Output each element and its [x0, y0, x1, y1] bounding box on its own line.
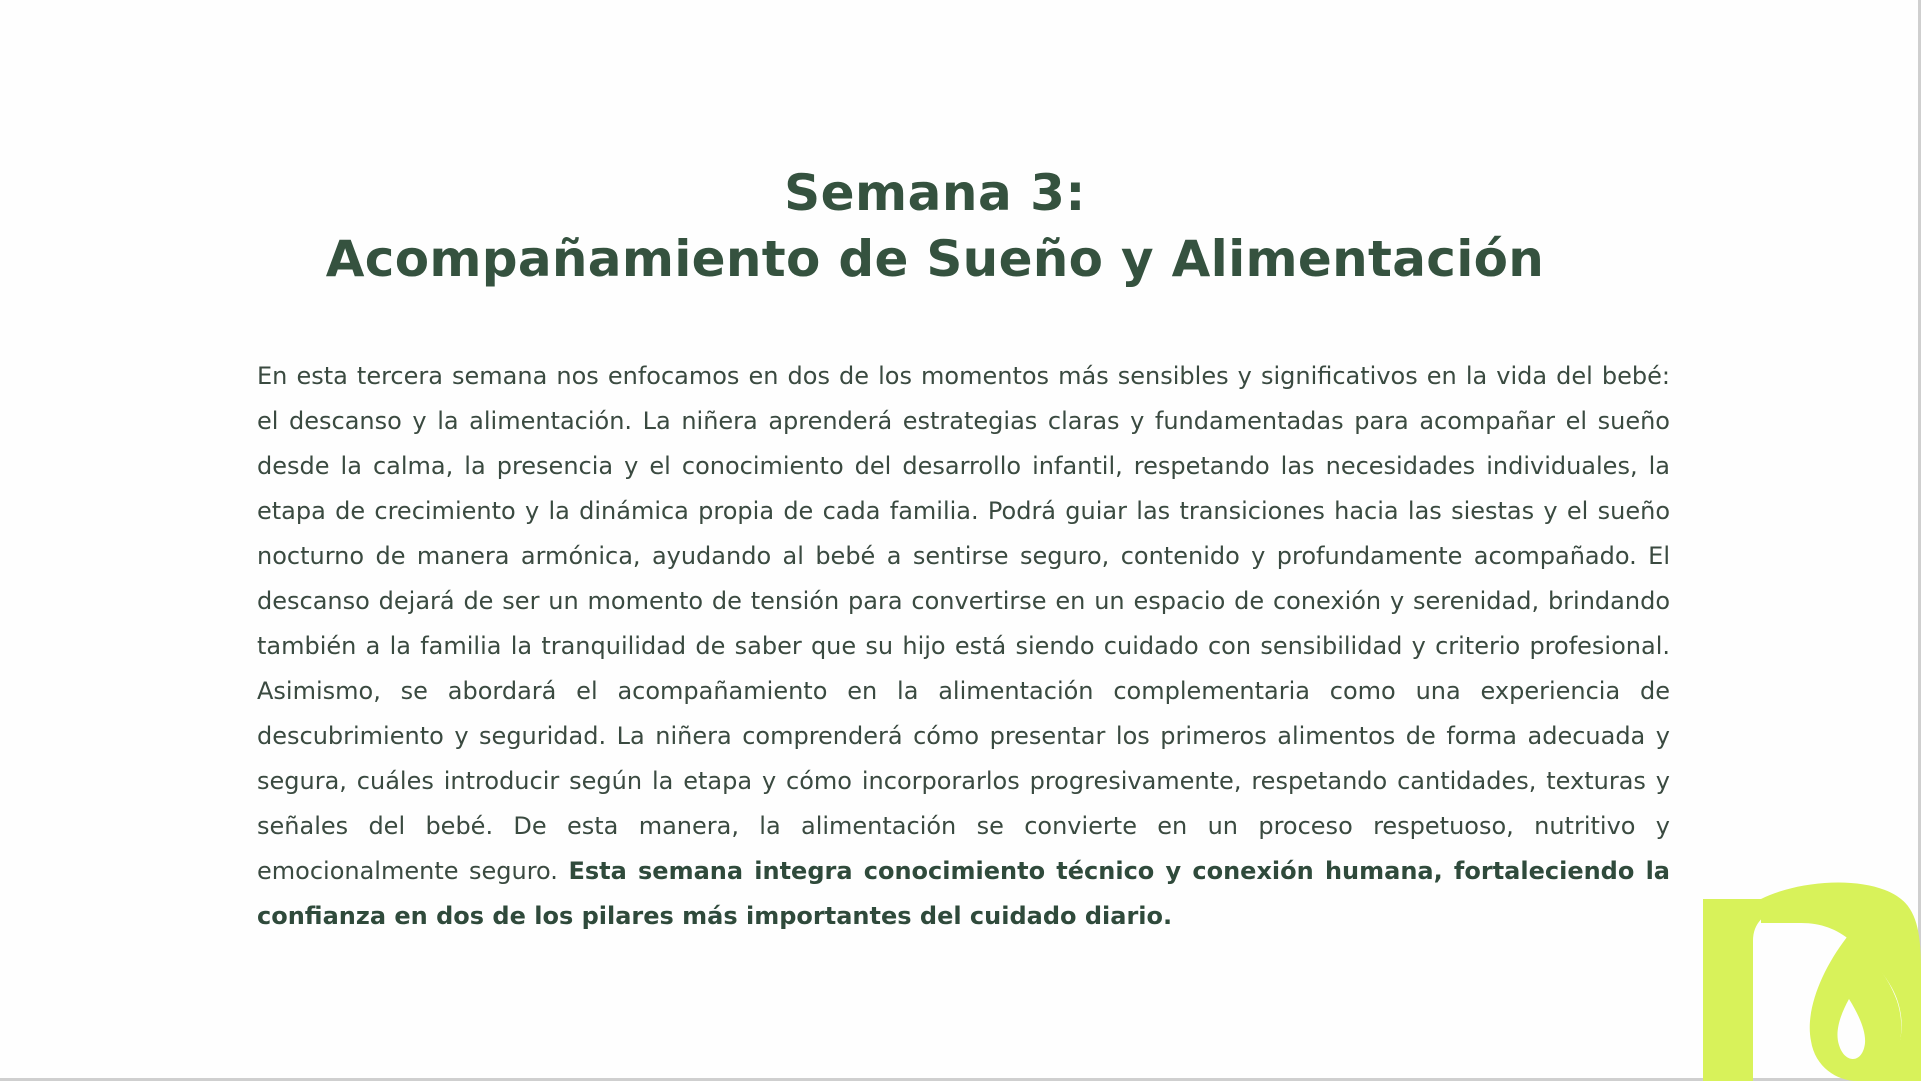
- title-block: [0, 160, 1870, 292]
- page-title-topic: Acompañamiento de Sueño y Alimentación: [325, 230, 1545, 288]
- brand-mark-icon: [1701, 881, 1921, 1081]
- body-paragraph-regular: En esta tercera semana nos enfocamos en dos de los momentos más sensibles y significativos en la vida del bebé: el descanso y la alimentación. La niñera aprenderá estrategias claras y fundamentadas para acompañar el sueño desde la calma, la presencia y el conocimiento del desarrollo infantil, respetando las necesidades individuales, la etapa de crecimiento y la dinámica propia de cada familia. Podrá guiar las transiciones hacia las siestas y el sueño nocturno de manera armónica, ayudando al bebé a sentirse seguro, contenido y profundamente acompañado. El descanso dejará de ser un momento de tensión para convertirse en un espacio de conexión y serenidad, brindando también a la familia la tranquilidad de saber que su hijo está siendo cuidado con sensibilidad y criterio profesional. Asimismo, se abordará el acompañamiento en la alimentación complementaria como una experiencia de descubrimiento y seguridad. La niñera comprenderá cómo presentar los primeros alimentos de forma adecuada y segura, cuáles introducir según la etapa y cómo incorporarlos progresivamente, respetando cantidades, texturas y señales del bebé. De esta manera, la alimentación se convierte en un proceso respetuoso, nutritivo y emocionalmente seguro.: [257, 362, 1670, 885]
- body-paragraph: [257, 354, 1670, 939]
- page-title-week: Semana 3:: [784, 164, 1086, 222]
- brand-mark-stem: [1703, 899, 1801, 1081]
- body-paragraph-bold: Esta semana integra conocimiento técnico y conexión humana, fortaleciendo la confianza en dos de los pilares más importantes del cuidado diario.: [257, 857, 1670, 930]
